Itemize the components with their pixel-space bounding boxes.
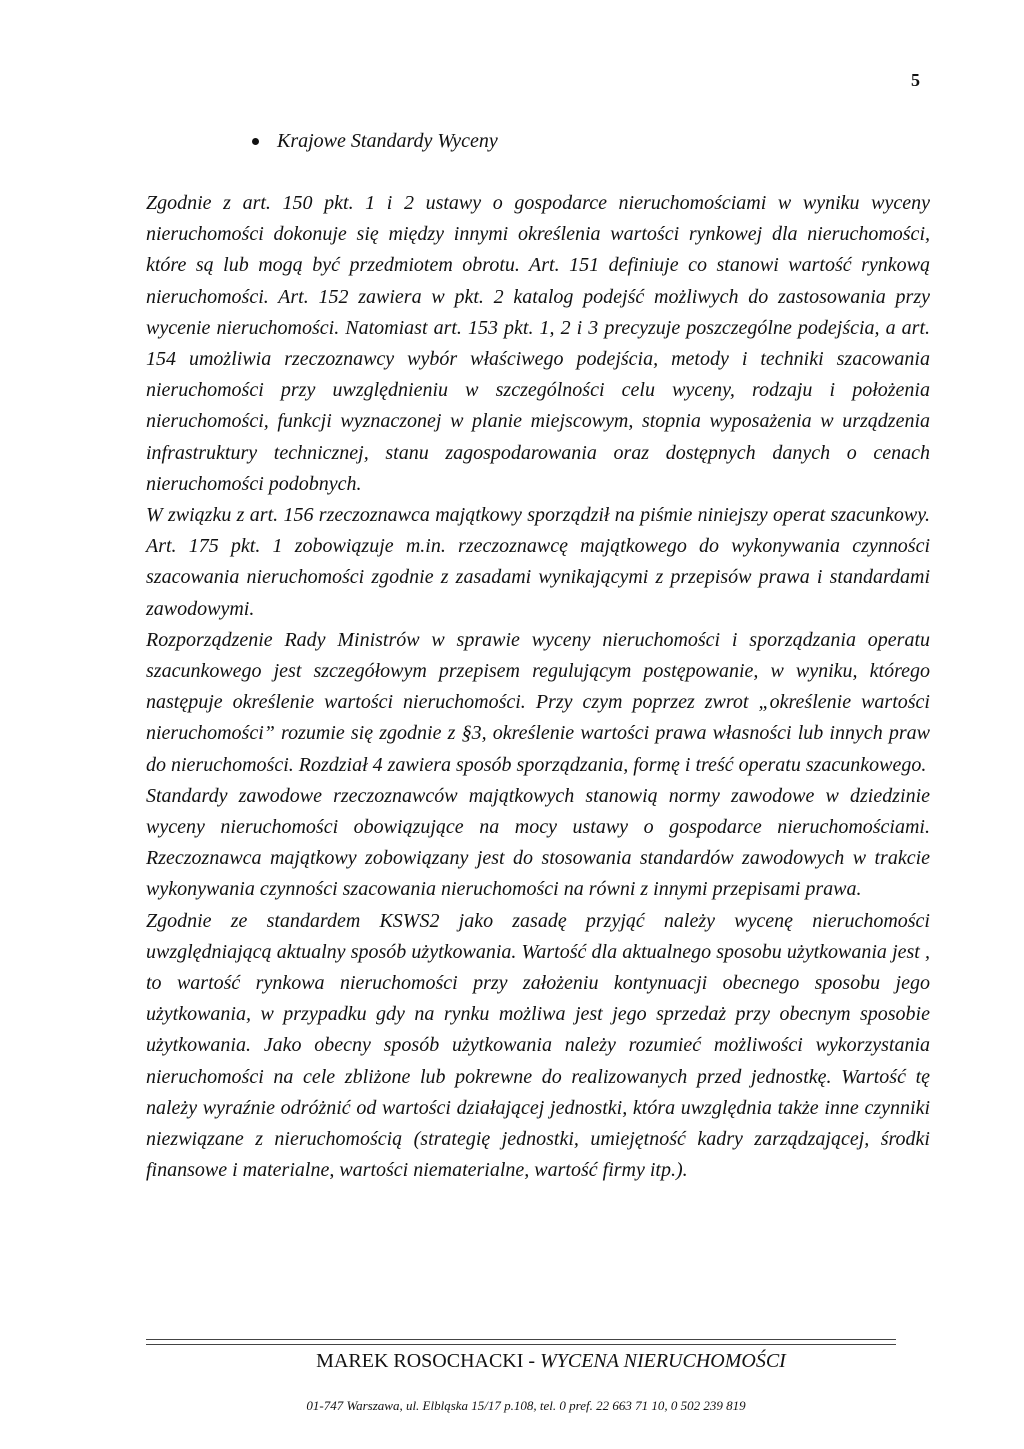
paragraph-ksws2: Zgodnie ze standardem KSWS2 jako zasadę przyjąć należy wycenę nieruchomości uwzględniającą aktualny sposób użytkowania. Wartość dla aktualnego sposobu użytkowania jest , to wartość rynkowa nieruchomości przy założeniu kontynuacji obecnego sposobu jego użytkowania, w przypadku gdy na rynku możliwa jest jego sprzedaż przy obecnym sposobie użytkowania. Jako obecny sposób użytkowania należy rozumieć możliwości wykorzystania nieruchomości na cele zbliżone lub pokrewne do realizowanych przed jednostkę. Wartość tę należy wyraźnie odróżnić od wartości działającej jednostki, która uwzględnia także inne czynniki niezwiązane z nieruchomością (strategię jednostki, umiejętność kadry zarządzającej, środki finansowe i materialne, wartości niematerialne, wartość firmy itp.). [146,909,930,1182]
paragraph-legal-basis: Zgodnie z art. 150 pkt. 1 i 2 ustawy o gospodarce nieruchomościami w wyniku wyceny nieruchomości dokonuje się między innymi określenia wartości rynkowej dla nieruchomości, które są lub mogą być przedmiotem obrotu. Art. 151 definiuje co stanowi wartość rynkową nieruchomości. Art. 152 zawiera w pkt. 2 katalog podejść możliwych do zastosowania przy wycenie nieruchomości. Natomiast art. 153 pkt. 1, 2 i 3 precyzuje poszczególne podejścia, a art. 154 umożliwia rzeczoznawcy wybór właściwego podejścia, metody i techniki szacowania nieruchomości przy uwzględnieniu w szczególności celu wyceny, rodzaju i położenia nieruchomości, funkcji wyznaczonej w planie miejscowym, stopnia wyposażenia w urządzenia infrastruktury technicznej, stanu zagospodarowania oraz dostępnych danych o cenach nieruchomości podobnych. [146,192,930,495]
bullet-icon [252,138,259,145]
paragraph-standards: Standardy zawodowe rzeczoznawców majątkowych stanowią normy zawodowe w dziedzinie wyceny nieruchomości obowiązujące na mocy ustawy o gospodarce nieruchomościami. Rzeczoznawca majątkowy zobowiązany jest do stosowania standardów zawodowych w trakcie wykonywania czynności szacowania nieruchomości na równi z innymi przepisami prawa. [146,784,930,901]
paragraph-regulation: Rozporządzenie Rady Ministrów w sprawie wyceny nieruchomości i sporządzania operatu szacunkowego jest szczegółowym przepisem regulującym postępowanie, w wyniku, którego następuje określenie wartości nieruchomości. Przy czym poprzez zwrot „określenie wartości nieruchomości” rozumie się zgodnie z §3, określenie wartości prawa własności lub innych praw do nieruchomości. Rozdział 4 zawiera sposób sporządzania, formę i treść operatu szacunkowego. [146,628,930,776]
section-heading-text: Krajowe Standardy Wyceny [277,130,498,152]
paragraph-operat: W związku z art. 156 rzeczoznawca majątkowy sporządził na piśmie niniejszy operat szacunkowy. Art. 175 pkt. 1 zobowiązuje m.in. rzeczoznawcę majątkowego do wykonywania czynności szacowania nieruchomości zgodnie z zasadami wynikającymi z przepisów prawa i standardami zawodowymi. [146,504,930,620]
footer-author-name: MAREK ROSOCHACKI [316,1350,524,1372]
footer-address: 01-747 Warszawa, ul. Elbląska 15/17 p.108, tel. 0 pref. 22 663 71 10, 0 502 239 819 [306,1398,746,1413]
footer-divider [146,1339,896,1345]
footer-separator: - [523,1350,541,1372]
body-text [146,188,930,1187]
section-bullet-heading [252,130,498,153]
page-number: 5 [911,70,920,90]
footer-business-title: WYCENA NIERUCHOMOŚCI [540,1350,786,1372]
footer-title-line [146,1350,956,1373]
